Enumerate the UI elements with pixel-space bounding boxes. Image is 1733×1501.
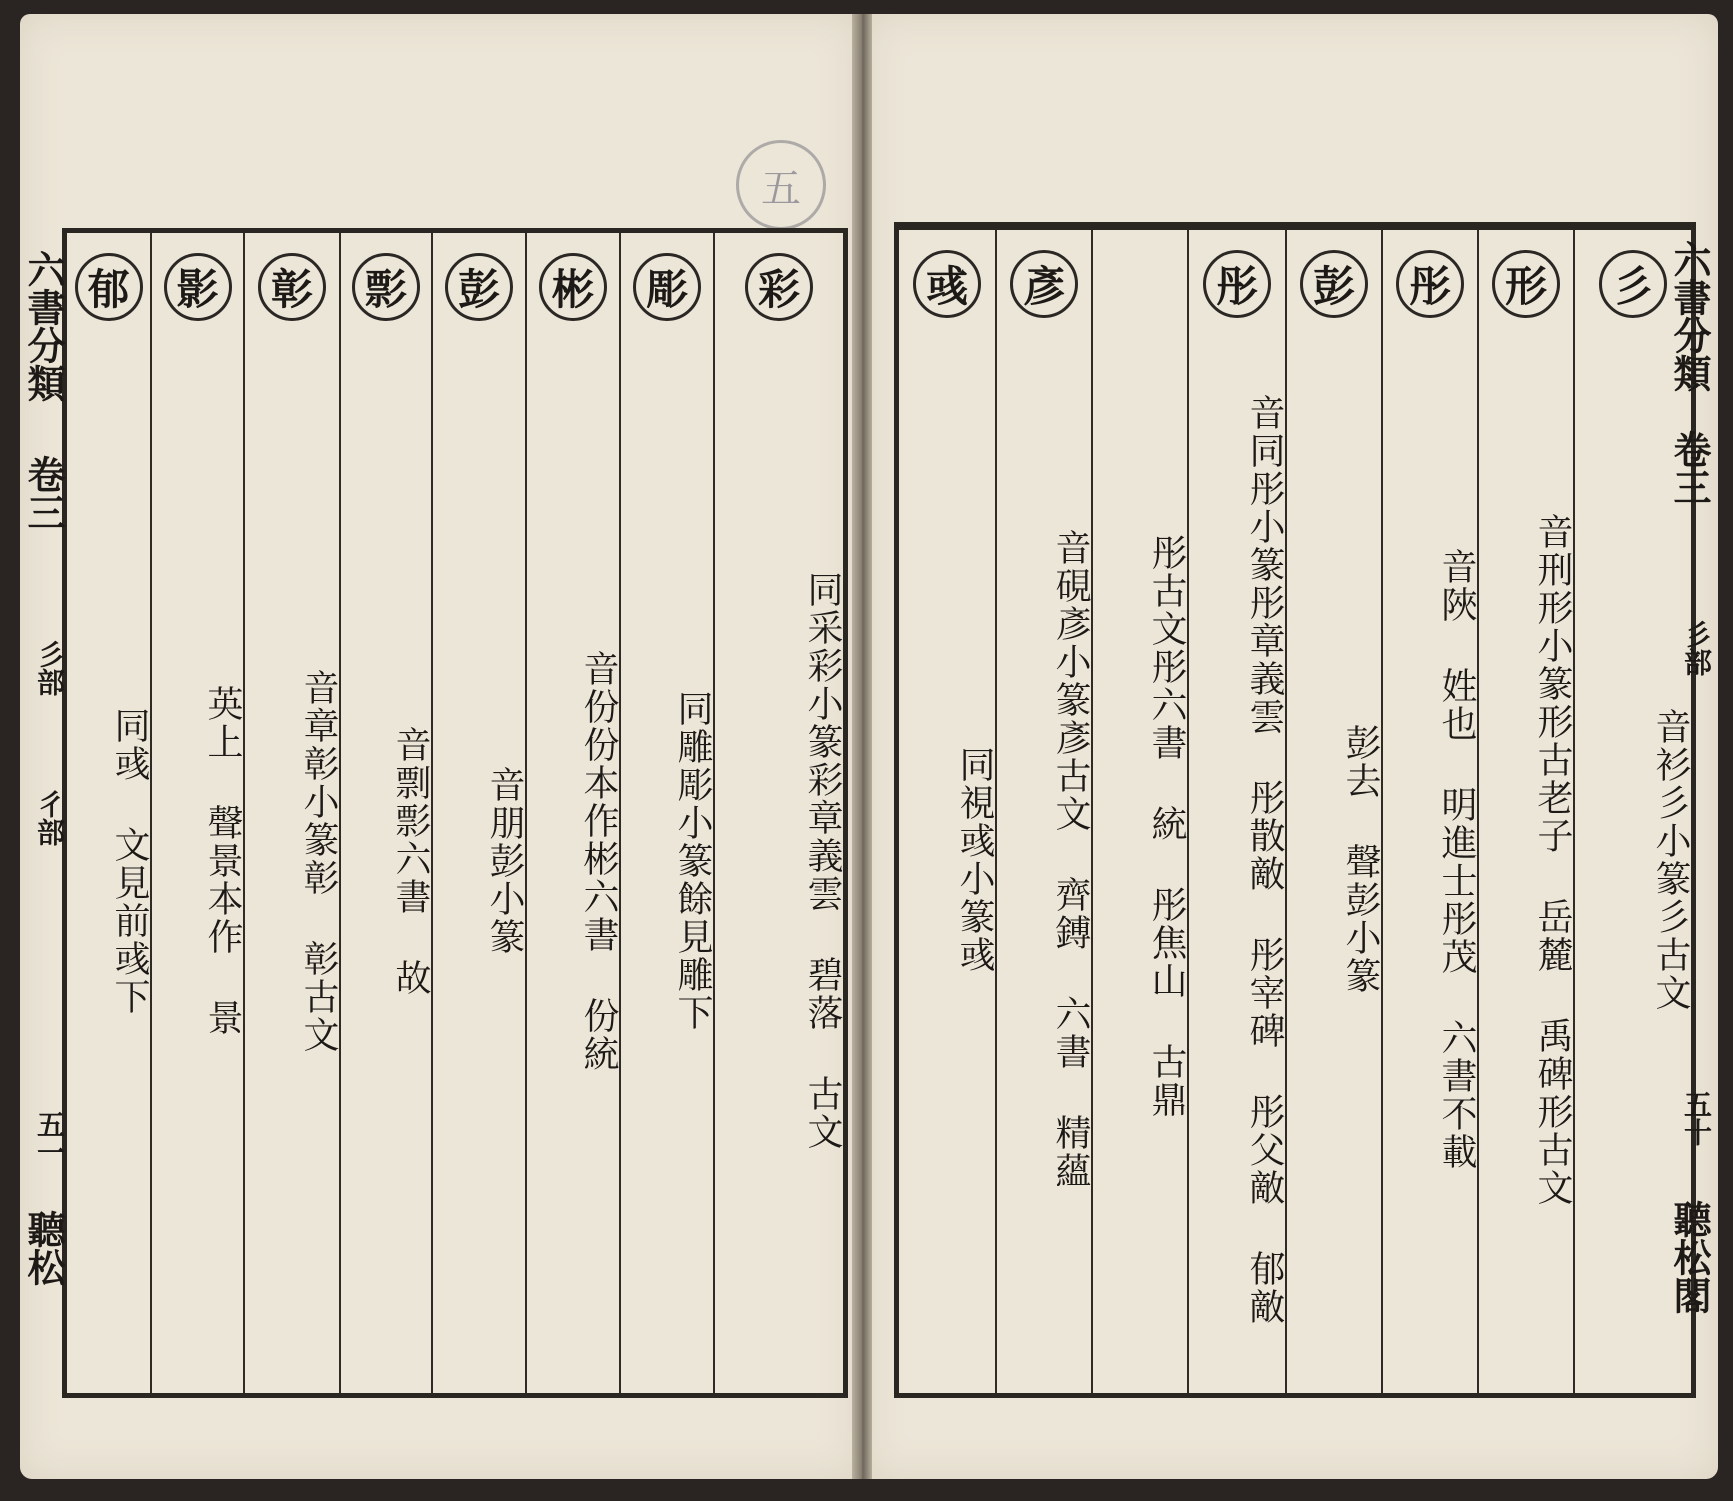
margin-title: 六書分類 [21, 250, 66, 402]
entry-column [1383, 230, 1479, 1393]
entry-text: 音硯彥小篆彥古文 齊鎛 六書 精蘊 [1050, 529, 1091, 1190]
seal-stamp: 五 [736, 140, 826, 230]
margin-section: 彡部 [1680, 620, 1713, 676]
head-character: 郁 [75, 253, 143, 321]
book-spine [852, 14, 872, 1479]
margin-volume: 卷三 [1667, 430, 1712, 506]
entry-text: 音陜 姓也 明進士彤茂 六書不載 [1436, 548, 1477, 1171]
entry-text: 英上 聲景本作 景 [202, 685, 243, 1037]
entry-text: 音份份本作彬六書 份統 [578, 649, 619, 1073]
head-character: 彰 [258, 253, 326, 321]
margin-page-number: 五一 [33, 1110, 66, 1166]
head-character: 形 [1492, 250, 1560, 318]
head-character: 彭 [1300, 250, 1368, 318]
entry-text: 彭去 聲彭小篆 [1340, 724, 1381, 995]
head-character: 影 [164, 253, 232, 321]
margin-section: 彡部 [33, 640, 66, 696]
entry-column [341, 233, 433, 1393]
entry-column [1287, 230, 1383, 1393]
entry-column [1093, 230, 1189, 1393]
margin-section: 彳部 [33, 790, 66, 846]
head-character: 彭 [445, 253, 513, 321]
entry-column [1189, 230, 1287, 1393]
entry-column [67, 233, 152, 1393]
right-page-frame [894, 222, 1696, 1398]
head-character: 彩 [745, 253, 813, 321]
entry-column [899, 230, 997, 1393]
entry-text: 音剽彯六書 故 [390, 725, 431, 997]
head-character: 彥 [1010, 250, 1078, 318]
head-character: 彯 [352, 253, 420, 321]
entry-column [997, 230, 1093, 1393]
entry-text: 同彧 文見前彧下 [109, 706, 150, 1016]
entry-text: 彤古文彤六書 統 彤焦山 古鼎 [1146, 534, 1187, 1119]
entry-text: 音衫彡小篆彡古文 [1650, 707, 1691, 1012]
entry-column [152, 233, 245, 1393]
entry-text: 同視彧小篆彧 [954, 745, 995, 974]
entry-text: 同雕彫小篆餘見雕下 [672, 690, 713, 1032]
left-page-frame [62, 228, 848, 1398]
head-character: 彧 [913, 250, 981, 318]
entry-text: 音同彤小篆彤章義雲 彤散敵 彤宰碑 彤父敵 郁敵 [1244, 393, 1285, 1326]
margin-volume: 卷三 [21, 455, 66, 531]
head-character: 彤 [1396, 250, 1464, 318]
entry-text: 同采彩小篆彩章義雲 碧落 古文 [802, 571, 843, 1151]
head-character: 彤 [1203, 250, 1271, 318]
entry-column [245, 233, 341, 1393]
head-character: 彬 [539, 253, 607, 321]
entry-text: 音章彰小篆彰 彰古文 [298, 668, 339, 1054]
head-character: 彫 [633, 253, 701, 321]
entry-column [527, 233, 621, 1393]
entry-column [433, 233, 527, 1393]
margin-page-number: 五十 [1680, 1090, 1713, 1146]
entry-column [621, 233, 715, 1393]
entry-column [1479, 230, 1575, 1393]
entry-column [715, 233, 843, 1393]
margin-press: 聽松 [21, 1210, 66, 1286]
entry-text: 音刑形小篆形古老子 岳麓 禹碑形古文 [1532, 512, 1573, 1207]
margin-press: 聽松閣 [1667, 1200, 1712, 1314]
margin-title: 六書分類 [1667, 240, 1712, 392]
head-character: 彡 [1599, 250, 1667, 318]
entry-text: 音朋彭小篆 [484, 766, 525, 956]
